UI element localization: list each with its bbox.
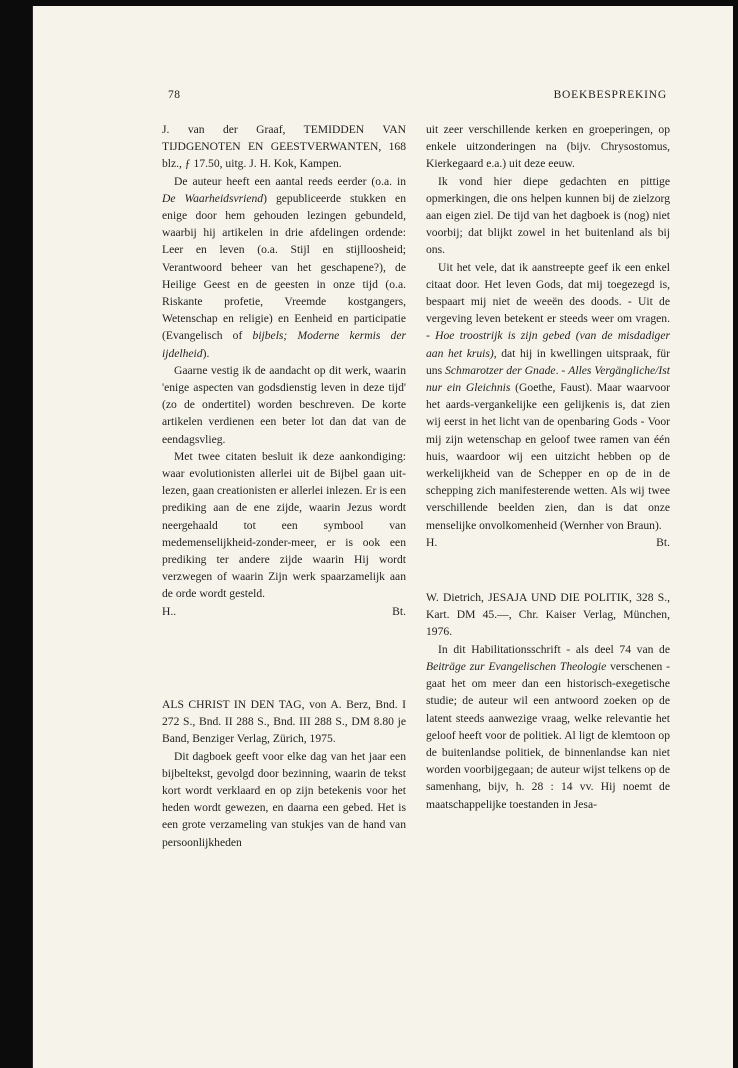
book-page — [32, 6, 733, 1068]
review2-paragraph-2: Ik vond hier diepe gedachten en pittige opmerkingen, die ons helpen kunnen bij de zielzorg aan eigen ziel. De tijd van het dagboek is (nog) niet voorbij; dat blijkt zowel in het buitenland als bij ons. — [426, 174, 670, 257]
page-number: 78 — [168, 89, 181, 101]
review2-paragraph-3: Uit het vele, dat ik aanstreepte geef ik een enkel citaat door. Het leven Gods, dat mij toegezegd is, bespaart mij niet de weeën des doods. - Uit de vergeving leven betekent er steeds weer om vragen. - Hoe troostrijk is zijn gebed (van de misdadiger aan het kruis), dat hij in kwellingen uitspraak, für uns Schmarotzer der Gnade. - Alles Vergängliche/Ist nur ein Gleichnis (Goethe, Faust). Maar waarvoor het aards-vergankelijke een gelijkenis is, dat zien wij eerst in het licht van de openbaring Gods - Voor mij zijn wetenschap en geloof twee ramen van één huis, waardoor wij een uitzicht hebben op de werkelijkheid van de Schepper en op de in de schepping zich manifesterende wetten. Als wij twee verschillende beelden zien, dan is dat onze menselijke onvolkomenheid (Wernher von Braun). — [426, 260, 671, 532]
review1-signature-author: Bt. — [392, 604, 406, 618]
review2-bibliography: ALS CHRIST IN DEN TAG, von A. Berz, Bnd. I 272 S., Bnd. II 288 S., Bnd. III 288 S., DM 8.80 je Band, Benziger Verlag, Zürich, 1975. — [162, 697, 406, 746]
review1-paragraph-2: Gaarne vestig ik de aandacht op dit werk, waarin 'enige aspecten van godsdienstig leven in deze tijd' (zo de ondertitel) worden beschreven. De korte artikelen verdienen een beter lot dan dat van de eendagsvlieg. — [162, 363, 406, 446]
review1-paragraph-1: De auteur heeft een aantal reeds eerder (o.a. in De Waarheidsvriend) gepubliceerde stukken en enige door hem gehouden lezingen gebundeld, waarbij hij artikelen in drie afdelingen ordende: Leer en leven (o.a. Stijl en stijlloosheid; Verantwoord beheer van het geschapene?), de Heilige Geest en de geesten in onze tijd (o.a. Riskante profetie, Vreemde kostgangers, Wetenschap en religie) en Eenheid en participatie (Evangelisch of bijbels; Moderne kermis der ijdelheid). — [162, 174, 406, 360]
right-column — [426, 121, 670, 813]
section-spacer — [162, 620, 406, 696]
review3-bibliography: W. Dietrich, JESAJA UND DIE POLITIK, 328 S., Kart. DM 45.—, Chr. Kaiser Verlag, München, 1976. — [426, 591, 670, 639]
review1-signature — [162, 603, 406, 620]
section-spacer — [426, 551, 670, 589]
review2-paragraph-1-continued: uit zeer verschillende kerken en groeperingen, op enkele uitzonderingen na (bijv. Chrysostomus, Kierkegaard e.a.) uit deze eeuw. — [426, 123, 670, 171]
review2-signature — [426, 534, 670, 551]
review2-paragraph-1: Dit dagboek geeft voor elke dag van het jaar een bijbeltekst, gevolgd door bezinning, waarin de tekst kort wordt verklaard en op zijn betekenis voor het heden wordt gewezen, en daarna een gebed. Het is een grote verzameling van stukjes van de hand van persoonlijkheden — [162, 749, 406, 849]
review1-paragraph-3: Met twee citaten besluit ik deze aankondiging: waar evolutionisten allerlei uit de Bijbel gaan uit-lezen, gaan creationisten er allerlei inlezen. Er is een prediking aan de ene zijde, waarin Jezus wordt neergehaald tot een symbool van medemenselijkheid-zonder-meer, er is ook een prediking ter andere zijde waarin Hij wordt verzwegen of waarin Zijn werk spaarzamelijk aan de orde wordt gesteld. — [162, 449, 406, 601]
review2-signature-initial: H. — [426, 535, 438, 549]
review1-bibliography: J. van der Graaf, TEMIDDEN VAN TIJDGENOTEN EN GEESTVERWANTEN, 168 blz., ƒ 17.50, uitg. J. H. Kok, Kampen. — [162, 123, 406, 171]
review2-signature-author: Bt. — [656, 535, 670, 549]
left-column — [162, 121, 406, 851]
review3-paragraph-1: In dit Habilitationsschrift - als deel 74 van de Beiträge zur Evangelischen Theologie verschenen - gaat het om meer dan een historisch-exegetische studie; de auteur wil een antwoord zoeken op de latent steeds aanwezige vraag, welke relevantie het geloof heeft voor de politiek. Al ligt de klemtoon op de buitenlandse politiek, de binnenlandse kan niet worden voorbijgegaan; de auteur wijst telkens op de samenhang, bijv, h. 28 : 14 vv. Hij noemt de maatschappelijke toestanden in Jesa- — [426, 642, 670, 811]
running-head: BOEKBESPREKING — [553, 89, 667, 101]
review1-signature-initial: H.. — [162, 604, 177, 618]
